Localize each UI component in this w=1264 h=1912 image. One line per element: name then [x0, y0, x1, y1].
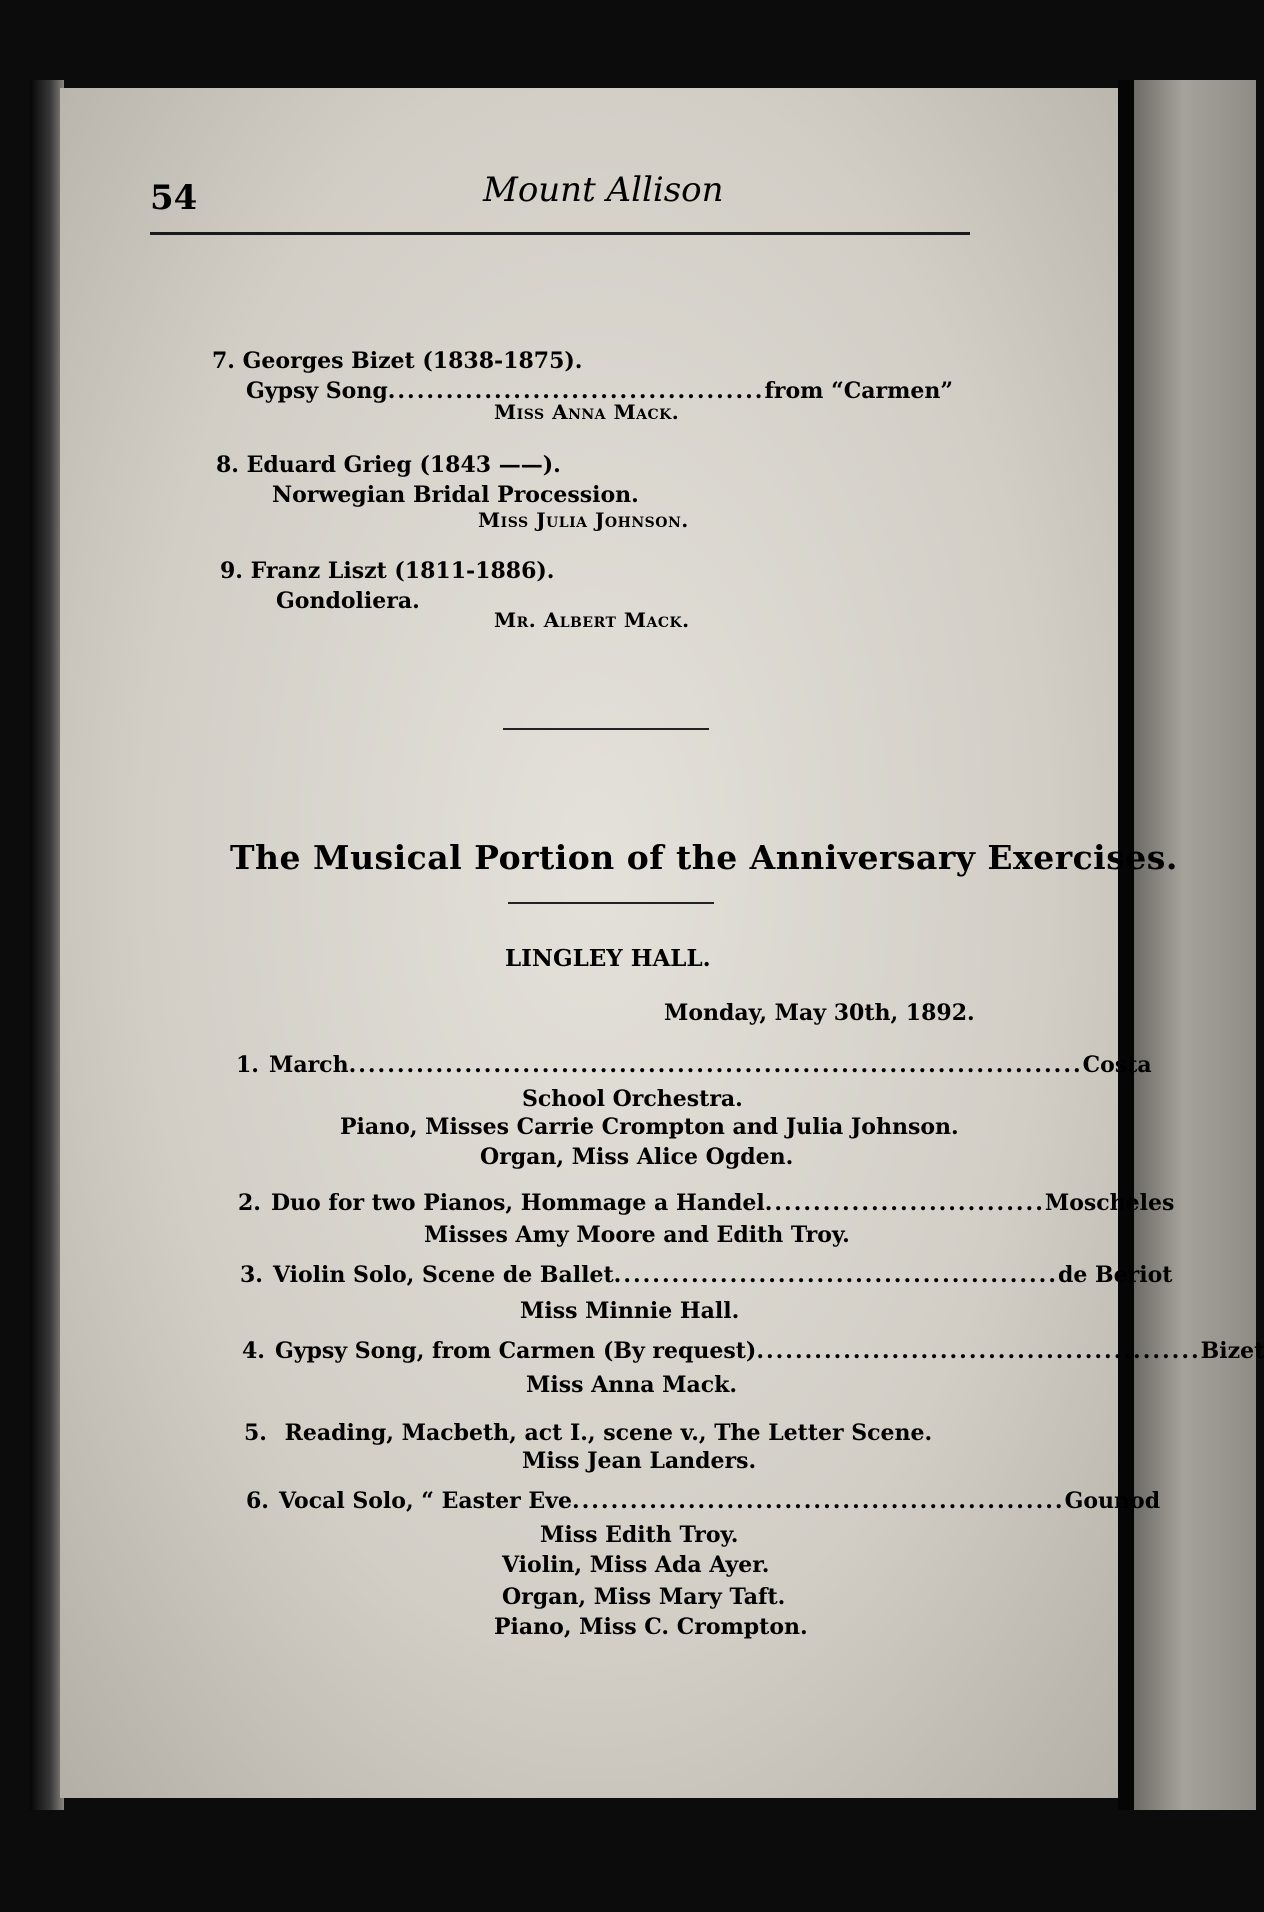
performer-line: Miss Jean Landers.	[522, 1448, 757, 1474]
performer-line: Miss Minnie Hall.	[520, 1298, 740, 1324]
book-left-edge	[30, 80, 64, 1810]
item-title: Gypsy Song, from Carmen (By request)	[274, 1338, 757, 1364]
item-composer: Gounod	[1064, 1488, 1161, 1514]
item-performer: Miss Anna Mack.	[494, 400, 680, 424]
page-number: 54	[150, 178, 198, 218]
item-composer: Costa	[1082, 1052, 1152, 1078]
item-work: Gondoliera.	[276, 588, 420, 614]
item-number: 8.	[216, 452, 239, 478]
item-composer: Georges Bizet (1838-1875).	[242, 348, 583, 374]
performer-line: Violin, Miss Ada Ayer.	[502, 1552, 770, 1578]
item-work: Norwegian Bridal Procession.	[272, 482, 639, 508]
item-title: Vocal Solo, “ Easter Eve	[278, 1488, 572, 1514]
program-date: Monday, May 30th, 1892.	[664, 1000, 975, 1026]
performer-line: Piano, Misses Carrie Crompton and Julia Johnson.	[340, 1114, 959, 1140]
item-title: Violin Solo, Scene de Ballet	[272, 1262, 614, 1288]
item-performer: Mr. Albert Mack.	[494, 608, 690, 632]
section-divider	[503, 728, 709, 730]
item-number: 2.	[238, 1190, 261, 1216]
item-composer: de Beriot	[1058, 1262, 1173, 1288]
performer-line: Misses Amy Moore and Edith Troy.	[424, 1222, 850, 1248]
item-number: 3.	[240, 1262, 263, 1288]
header-rule	[150, 232, 970, 235]
venue: LINGLEY HALL.	[505, 945, 711, 972]
item-number: 5.	[244, 1420, 267, 1446]
item-composer: Moscheles	[1044, 1190, 1175, 1216]
item-composer: Franz Liszt (1811-1886).	[250, 558, 555, 584]
performer-line: Miss Edith Troy.	[540, 1522, 739, 1548]
title-underline	[508, 902, 714, 904]
item-number: 9.	[220, 558, 243, 584]
item-composer: Eduard Grieg (1843 ——).	[246, 452, 561, 478]
performer-line: Organ, Miss Mary Taft.	[502, 1584, 786, 1610]
item-title: March	[268, 1052, 349, 1078]
performer-line: Piano, Miss C. Crompton.	[494, 1614, 808, 1640]
book-gutter	[1118, 80, 1134, 1810]
item-number: 6.	[246, 1488, 269, 1514]
item-title: Reading, Macbeth, act I., scene v., The Letter Scene.	[284, 1420, 933, 1446]
item-work: Gypsy Song	[246, 378, 388, 404]
performer-line: School Orchestra.	[522, 1086, 743, 1112]
item-composer: Bizet	[1200, 1338, 1264, 1364]
item-number: 4.	[242, 1338, 265, 1364]
facing-page-edge	[1134, 80, 1256, 1810]
performer-line: Organ, Miss Alice Ogden.	[480, 1144, 794, 1170]
item-title: Duo for two Pianos, Hommage a Handel	[270, 1190, 765, 1216]
performer-line: Miss Anna Mack.	[526, 1372, 738, 1398]
running-title: Mount Allison	[483, 170, 724, 210]
item-performer: Miss Julia Johnson.	[478, 508, 689, 532]
item-work-note: from “Carmen”	[764, 378, 954, 404]
item-number: 7.	[212, 348, 235, 374]
section-title: The Musical Portion of the Anniversary Exercises.	[230, 838, 1178, 877]
item-number: 1.	[236, 1052, 259, 1078]
